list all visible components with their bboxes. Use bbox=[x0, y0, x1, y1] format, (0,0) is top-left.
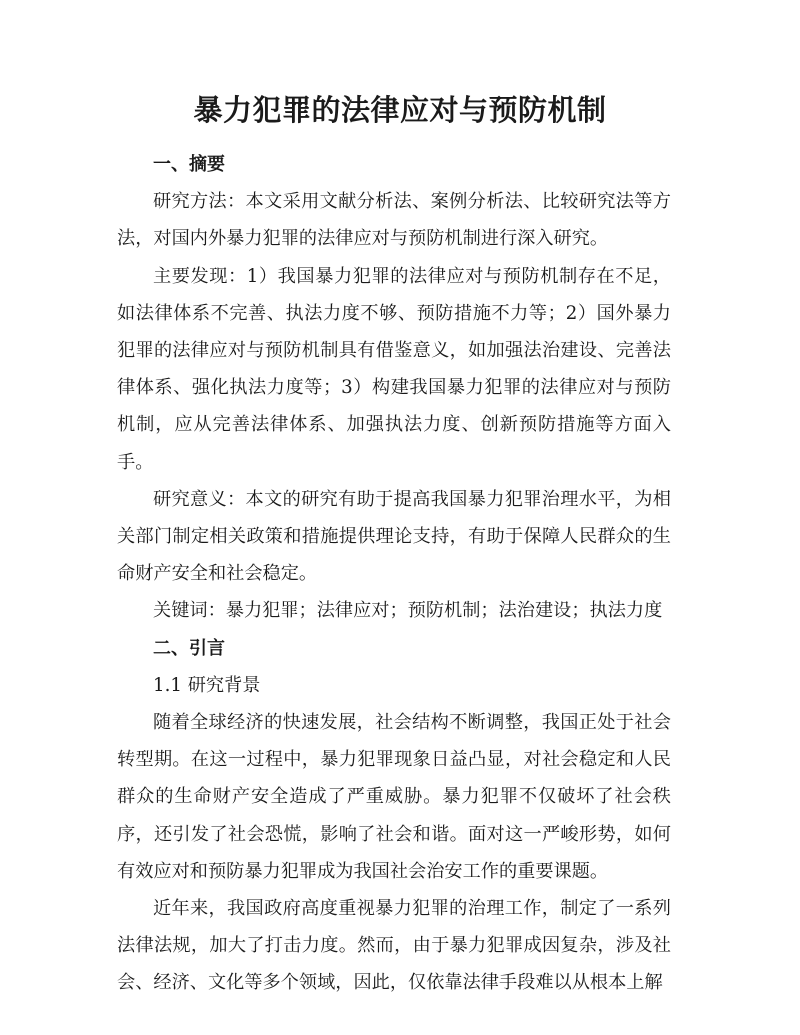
background-paragraph-1: 随着全球经济的快速发展，社会结构不断调整，我国正处于社会转型期。在这一过程中，暴力犯罪现象日益凸显，对社会稳定和人民群众的生命财产安全造成了严重威胁。暴力犯罪不仅破坏了社会秩序，还引发了社会恐慌，影响了社会和谐。面对这一严峻形势，如何有效应对和预防暴力犯罪成为我国社会治安工作的重要课题。 bbox=[117, 712, 671, 882]
keywords-line: 关键词：暴力犯罪；法律应对；预防机制；法治建设；执法力度 bbox=[153, 600, 663, 622]
intro-heading: 二、引言 bbox=[153, 637, 225, 659]
section-heading-1-1: 1.1 研究背景 bbox=[153, 674, 261, 696]
abstract-heading: 一、摘要 bbox=[153, 154, 225, 175]
document-body bbox=[117, 146, 671, 1002]
background-paragraph-2: 近年来，我国政府高度重视暴力犯罪的治理工作，制定了一系列法律法规，加大了打击力度。然而，由于暴力犯罪成因复杂，涉及社会、经济、文化等多个领域，因此，仅依靠法律手段难以从根本上解 bbox=[117, 898, 671, 994]
methods-paragraph: 研究方法：本文采用文献分析法、案例分析法、比较研究法等方法，对国内外暴力犯罪的法律应对与预防机制进行深入研究。 bbox=[117, 191, 671, 250]
findings-paragraph: 主要发现：1）我国暴力犯罪的法律应对与预防机制存在不足，如法律体系不完善、执法力度不够、预防措施不力等；2）国外暴力犯罪的法律应对与预防机制具有借鉴意义，如加强法治建设、完善法律体系、强化执法力度等；3）构建我国暴力犯罪的法律应对与预防机制，应从完善法律体系、加强执法力度、创新预防措施等方面入手。 bbox=[117, 265, 671, 473]
significance-paragraph: 研究意义：本文的研究有助于提高我国暴力犯罪治理水平，为相关部门制定相关政策和措施提供理论支持，有助于保障人民群众的生命财产安全和社会稳定。 bbox=[117, 488, 671, 585]
document-title: 暴力犯罪的法律应对与预防机制 bbox=[193, 93, 607, 127]
